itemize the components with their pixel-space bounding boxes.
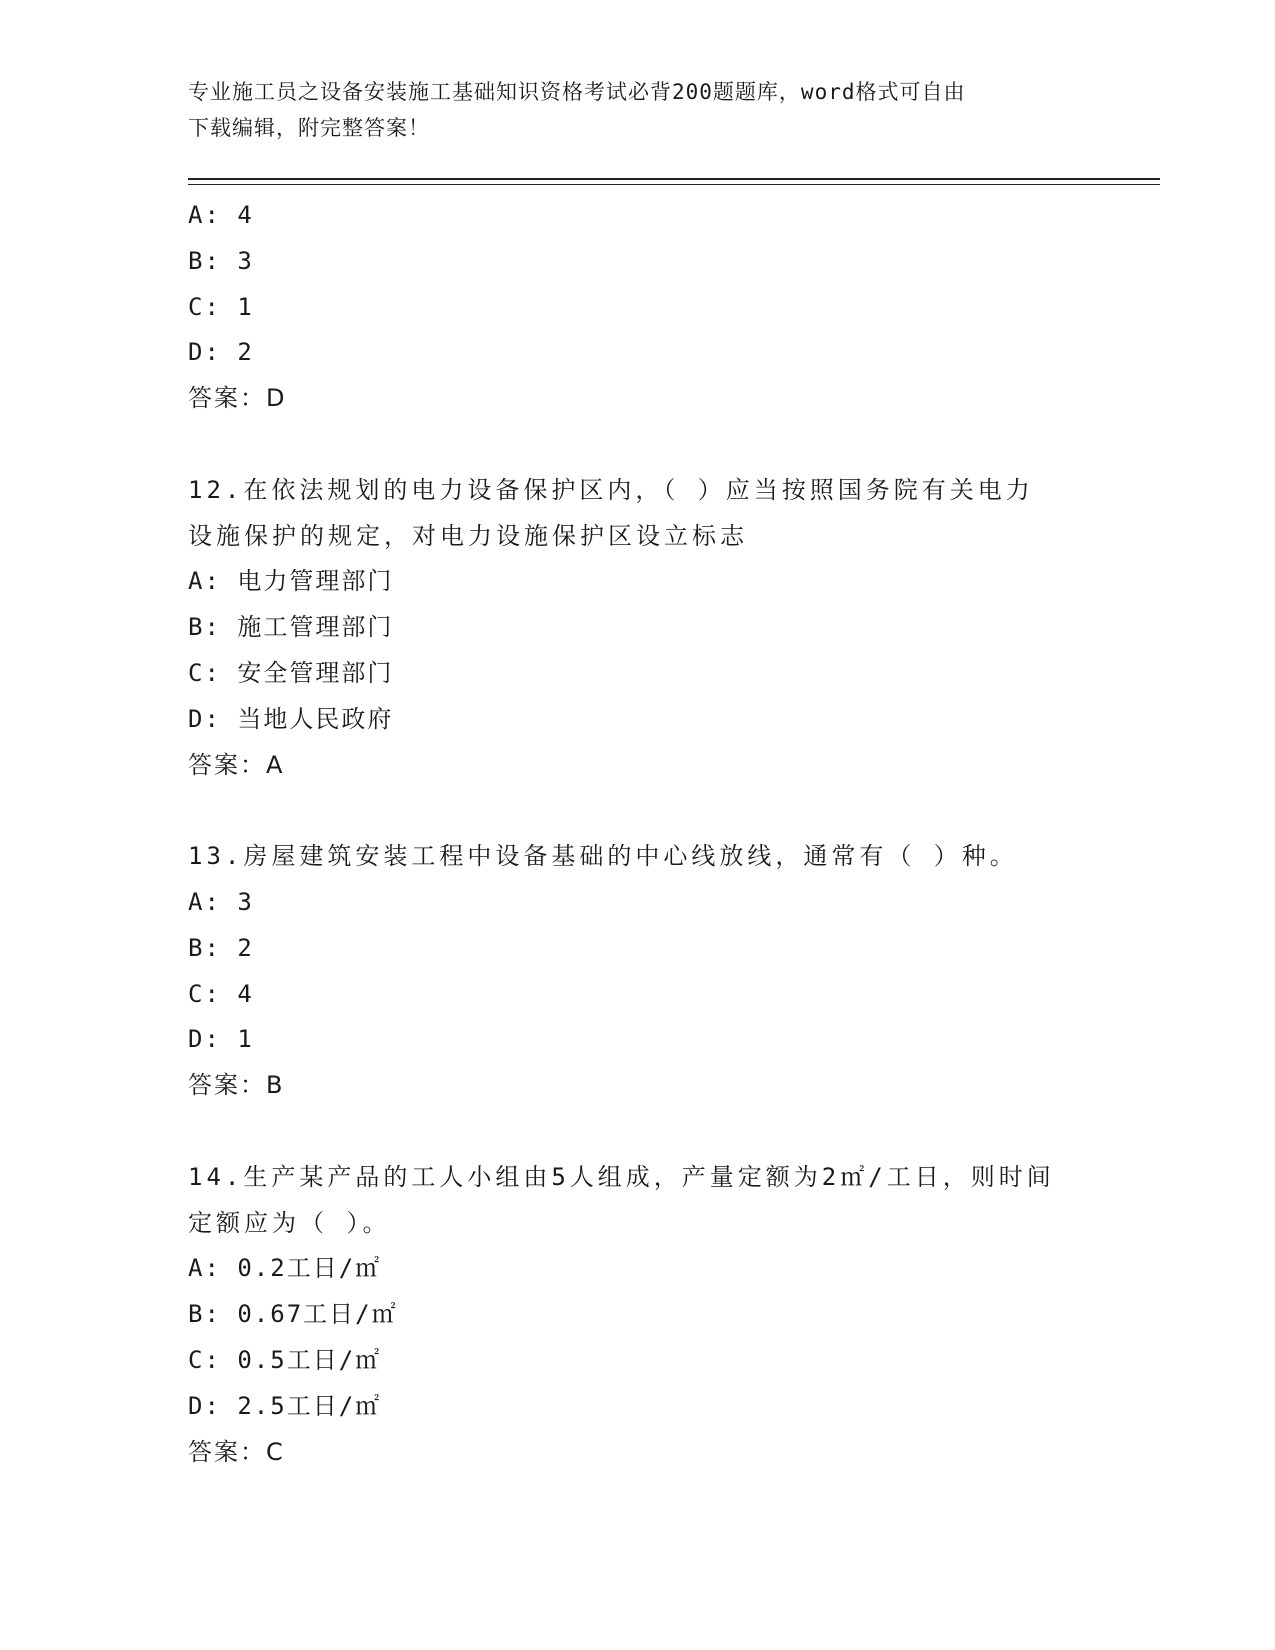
- document-header: [188, 74, 1088, 146]
- spacer: [188, 788, 1088, 834]
- question-stem-line-2: 设施保护的规定，对电力设施保护区设立标志: [188, 521, 748, 550]
- option-b: B: 0.67工日/㎡: [188, 1300, 398, 1329]
- question-stem-line-1: 12.在依法规划的电力设备保护区内，（ ）应当按照国务院有关电力: [188, 475, 1034, 504]
- question-11-continued: [188, 193, 1088, 422]
- header-line-1: 专业施工员之设备安装施工基础知识资格考试必背200题题库，word格式可自由: [188, 80, 966, 104]
- header-divider-thin: [188, 184, 1160, 185]
- option-c: C: 安全管理部门: [188, 658, 394, 687]
- question-12: [188, 468, 1088, 789]
- option-b: B: 2: [188, 933, 254, 962]
- option-b: B: 3: [188, 246, 254, 275]
- option-d: D: 2.5工日/㎡: [188, 1391, 382, 1420]
- question-list: [188, 193, 1088, 1475]
- option-c: C: 1: [188, 292, 254, 321]
- option-a: A: 3: [188, 887, 254, 916]
- option-b: B: 施工管理部门: [188, 613, 394, 642]
- option-a: A: 电力管理部门: [188, 567, 394, 596]
- option-a: A: 4: [188, 201, 254, 229]
- option-d: D: 1: [188, 1025, 254, 1054]
- option-c: C: 0.5工日/㎡: [188, 1345, 382, 1374]
- option-c: C: 4: [188, 979, 254, 1008]
- spacer: [188, 1109, 1088, 1155]
- answer-line: 答案：A: [188, 750, 285, 779]
- question-stem-line-1: 14.生产某产品的工人小组由5人组成，产量定额为2㎡/工日，则时间: [188, 1162, 1055, 1191]
- question-stem-line-1: 13.房屋建筑安装工程中设备基础的中心线放线，通常有（ ）种。: [188, 842, 1018, 871]
- header-line-2: 下载编辑，附完整答案！: [188, 116, 430, 140]
- header-divider-thick: [188, 178, 1160, 180]
- question-13: [188, 834, 1088, 1109]
- option-d: D: 2: [188, 338, 254, 367]
- question-stem-line-2: 定额应为（ ）。: [188, 1208, 391, 1237]
- option-d: D: 当地人民政府: [188, 704, 394, 733]
- spacer: [188, 422, 1088, 468]
- answer-line: 答案：D: [188, 384, 287, 413]
- answer-line: 答案：C: [188, 1437, 285, 1466]
- option-a: A: 0.2工日/㎡: [188, 1254, 382, 1283]
- answer-line: 答案：B: [188, 1071, 285, 1100]
- question-14: [188, 1155, 1088, 1476]
